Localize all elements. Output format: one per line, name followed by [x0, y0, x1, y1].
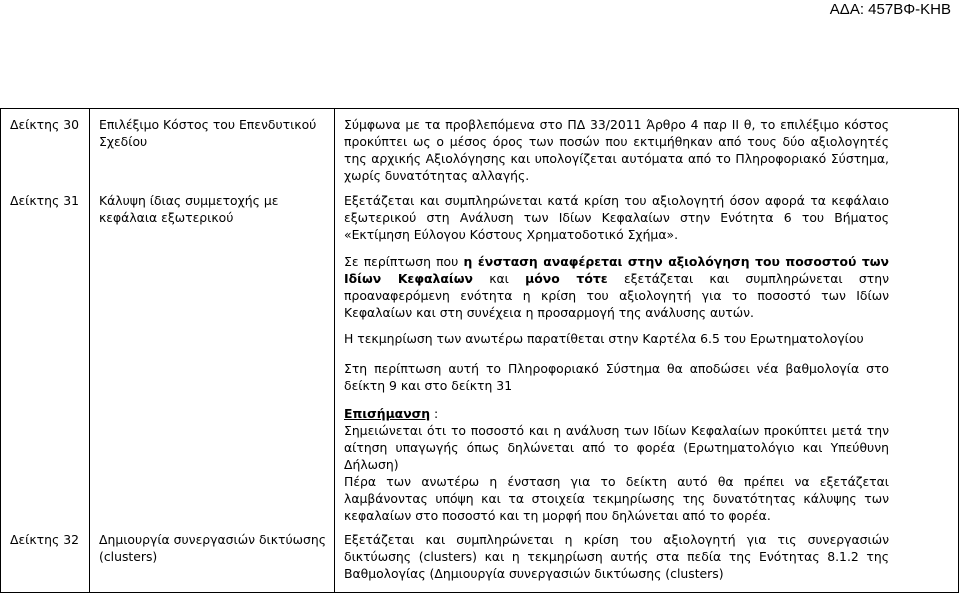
ada-code: ΑΔΑ: 457ΒΦ-ΚΗΒ	[829, 1, 951, 18]
indicator-31-title: Κάλυψη ίδιας συμμετοχής με κεφάλαια εξωτερικού	[99, 193, 279, 225]
indicator-31-objection-paragraph	[344, 253, 889, 321]
column-divider-2	[334, 108, 335, 593]
table-bottom-border	[0, 592, 959, 593]
indicator-30-text: Σύμφωνα με τα προβλεπόμενα στο ΠΔ 33/2011 Άρθρο 4 παρ ΙΙ θ, το επιλέξιμο κόστος προκύπτει ως ο μέσος όρος των ποσών που εκτιμήθηκαν από τους δύο αξιολογητές της αρχικής Αξιολόγησης και υπολογίζεται αυτόματα από το Πληροφοριακό Σύστημα, χωρίς δυνατότητας αλλαγής.	[344, 117, 889, 183]
table-top-border	[0, 108, 959, 109]
objection-text-e: εξετάζεται και συμπληρώνεται στην προαναφερόμενη ενότητα η κρίση του αξιολογητή για το ποσοστό των Ιδίων Κεφαλαίων και στη συνέχεια η προσαρμογή της ανάλυσης αυτών.	[344, 271, 889, 320]
indicator-32-title: Δημιουργία συνεργασιών δικτύωσης (clusters)	[99, 532, 327, 564]
indicator-31-system-note	[344, 360, 889, 394]
objection-text-bold-2: μόνο τότε	[525, 271, 608, 286]
indicator-32-id: Δείκτης 32	[10, 532, 79, 547]
objection-text	[344, 253, 889, 321]
indicator-30-title: Επιλέξιμο Κόστος του Επενδυτικού Σχεδίου	[99, 117, 317, 149]
indicator-30-id: Δείκτης 30	[10, 117, 79, 132]
column-divider-1	[89, 108, 90, 593]
indicator-32-description	[344, 531, 889, 582]
indicator-31-remark	[344, 405, 889, 524]
justification-text: Η τεκμηρίωση των ανωτέρω παρατίθεται στην Καρτέλα 6.5 του Ερωτηματολογίου	[344, 331, 864, 346]
remark-heading	[344, 405, 889, 422]
system-note-text: Στη περίπτωση αυτή το Πληροφοριακό Σύστημα θα αποδώσει νέα βαθμολογία στο δείκτη 9 και στο δείκτη 31	[344, 361, 889, 393]
objection-text-c: και	[472, 271, 526, 286]
remark-colon: :	[430, 406, 439, 421]
indicator-31-justification	[344, 330, 889, 347]
indicator-30-description	[344, 116, 889, 184]
indicator-31-description	[344, 192, 889, 243]
objection-text-a: Σε περίπτωση που	[344, 254, 464, 269]
indicator-32-text: Εξετάζεται και συμπληρώνεται η κρίση του αξιολογητή για τις συνεργασιών δικτύωσης (clusters) και η τεκμηρίωση αυτής στα πεδία της Ενότητας 8.1.2 της Βαθμολογίας (Δημιουργία συνεργασιών δικτύωσης (clusters)	[344, 532, 889, 581]
remark-text-1: Σημειώνεται ότι το ποσοστό και η ανάλυση των Ιδίων Κεφαλαίων προκύπτει μετά την αίτηση υπαγωγής όπως δηλώνεται από το φορέα (Ερωτηματολόγιο και Υπεύθυνη Δήλωση)	[344, 423, 889, 472]
indicator-31-text-1: Εξετάζεται και συμπληρώνεται κατά κρίση του αξιολογητή όσον αφορά τα κεφάλαιο εξωτερικού στη Ανάλυση των Ιδίων Κεφαλαίων στην Ενότητα 6 του Βήματος «Εκτίμηση Εύλογου Κόστους Χρηματοδοτικό Σχήμα».	[344, 193, 889, 242]
objection-text-bold-1: η ένσταση αναφέρεται στην αξιολόγηση του ποσοστού των Ιδίων Κεφαλαίων	[344, 254, 889, 286]
indicator-31-id: Δείκτης 31	[10, 193, 79, 208]
remark-text-2: Πέρα των ανωτέρω η ένσταση για το δείκτη αυτό θα πρέπει να εξετάζεται λαμβάνοντας υπόψη και τα στοιχεία τεκμηρίωσης της δυνατότητας κάλυψης των κεφαλαίων στο ποσοστό και τη μορφή που δηλώνεται από το φορέα.	[344, 474, 889, 523]
table-left-border	[0, 108, 1, 593]
remark-label: Επισήμανση	[344, 406, 431, 421]
